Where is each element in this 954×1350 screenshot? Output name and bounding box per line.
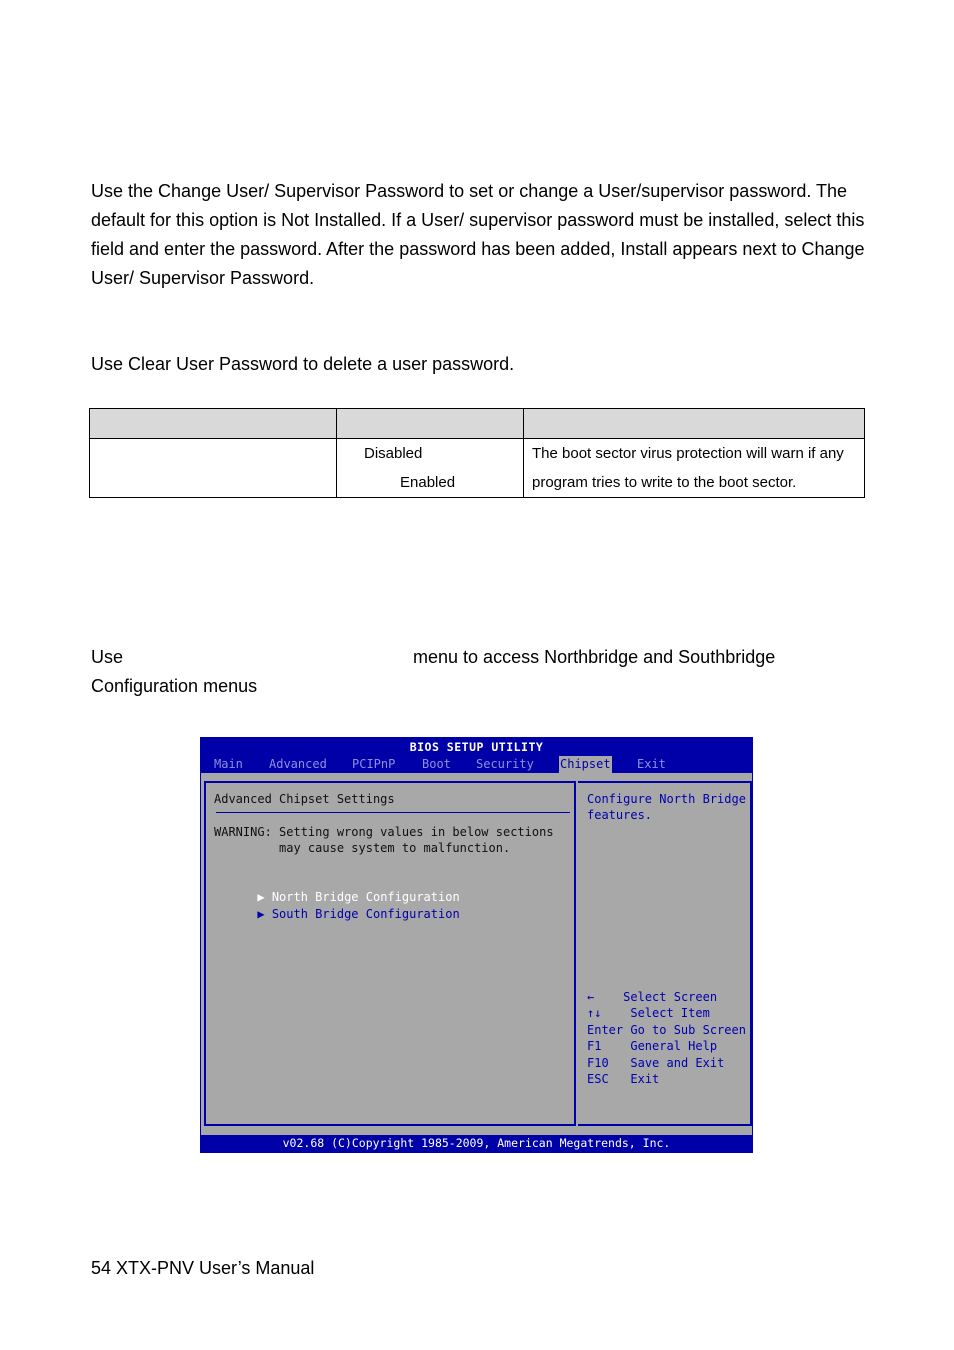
key-hint-row	[587, 989, 717, 1005]
bios-submenu-south-bridge[interactable]	[214, 890, 460, 938]
bios-help-line1: Configure North Bridge	[587, 792, 746, 806]
password-paragraph: Use the Change User/ Supervisor Password to set or change a User/supervisor password. The default for this option is Not Installed. If a User/ supervisor password must be installed, select this field and enter the password. After the password has been added, Install appears next to Change User/ Supervisor Password.	[91, 181, 865, 288]
bios-menu-main[interactable]: Main	[214, 757, 243, 771]
bios-menu-boot[interactable]: Boot	[422, 757, 451, 771]
submenu-label: South Bridge Configuration	[271, 907, 460, 921]
option-disabled: Disabled	[364, 445, 423, 462]
page-footer: 54 XTX-PNV User’s Manual	[91, 1258, 315, 1278]
key-hint-row	[587, 1055, 724, 1071]
option-enabled: Enabled	[400, 474, 456, 491]
table-cell-description: The boot sector virus protection will warn if any program tries to write to the boot sector.	[524, 439, 865, 498]
key-hint-row	[587, 1005, 710, 1021]
chipset-paragraph	[91, 643, 851, 701]
bios-menu-exit[interactable]: Exit	[637, 757, 666, 771]
bios-help-panel	[578, 781, 752, 1126]
bios-divider	[216, 812, 570, 813]
bios-menu-chipset[interactable]: Chipset	[560, 757, 611, 771]
key-esc: ESC	[587, 1072, 609, 1086]
clear-password-paragraph: Use Clear User Password to delete a user password.	[91, 354, 515, 374]
bios-title: BIOS SETUP UTILITY	[201, 738, 752, 756]
key-left-arrow-icon: ←	[587, 990, 595, 1004]
submenu-arrow-icon: ▶	[257, 890, 265, 904]
bios-warning-line2: may cause system to malfunction.	[214, 841, 511, 855]
key-action: Select Screen	[623, 990, 718, 1004]
key-action: Save and Exit	[630, 1056, 725, 1070]
option-table	[89, 408, 865, 498]
bios-settings-panel	[204, 781, 576, 1126]
chipset-suffix: menu to access Northbridge and Southbridge Configuration menus	[91, 647, 776, 696]
submenu-arrow-icon: ▶	[257, 907, 265, 921]
bios-menu-bar	[201, 756, 752, 773]
chipset-prefix: Use	[91, 647, 124, 667]
table-header-row	[90, 409, 865, 439]
key-up-down-arrow-icon: ↑↓	[587, 1006, 602, 1020]
key-hint-row	[587, 1022, 746, 1038]
table-cell-item	[90, 439, 337, 498]
submenu-label: North Bridge Configuration	[271, 890, 460, 904]
key-action: Select Item	[630, 1006, 710, 1020]
bios-status-bar: v02.68 (C)Copyright 1985-2009, American Megatrends, Inc.	[201, 1135, 752, 1152]
key-enter: Enter	[587, 1023, 624, 1037]
key-action: General Help	[630, 1039, 718, 1053]
bios-menu-pcipnp[interactable]: PCIPnP	[352, 757, 396, 771]
key-action: Exit	[630, 1072, 660, 1086]
table-header-description	[524, 409, 865, 439]
table-header-item	[90, 409, 337, 439]
bios-menu-security[interactable]: Security	[476, 757, 534, 771]
bios-help-line2: features.	[587, 808, 653, 822]
bios-screenshot	[200, 737, 753, 1153]
bios-warning-line1: WARNING: Setting wrong values in below sections	[214, 825, 554, 839]
key-f10: F10	[587, 1056, 609, 1070]
key-action: Go to Sub Screen	[630, 1023, 746, 1037]
key-hint-row	[587, 1038, 717, 1054]
table-row	[90, 439, 865, 498]
table-header-options	[337, 409, 524, 439]
key-hint-row	[587, 1071, 659, 1087]
key-f1: F1	[587, 1039, 602, 1053]
bios-section-title: Advanced Chipset Settings	[214, 792, 395, 806]
bios-menu-advanced[interactable]: Advanced	[269, 757, 327, 771]
table-cell-options	[337, 439, 524, 498]
